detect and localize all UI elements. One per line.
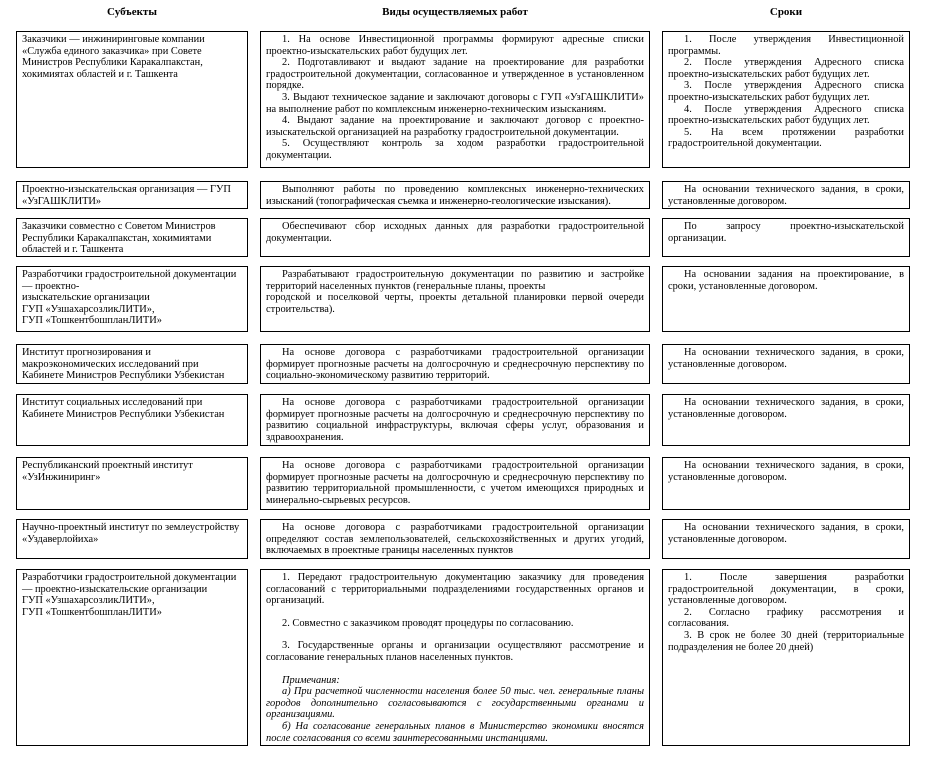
row-1-works-item-5: 5. Осуществляют контроль за ходом разработки градостроительной документации. (266, 138, 644, 161)
row-1-works (260, 31, 650, 168)
row-8-subject-text: Научно-проектный институт по землеустройству «Уздаверлойиха» (22, 522, 240, 545)
row-9-terms-item-2: 2. Согласно графику рассмотрения и согласования. (668, 606, 904, 630)
row-6-subject-text: Институт социальных исследований при Кабинете Министров Республики Узбекистан (22, 397, 225, 420)
row-9-terms (662, 569, 910, 746)
row-5-terms-text: На основании технического задания, в сроки, установленные договором. (668, 347, 904, 370)
row-9-terms-item-1: 1. После завершения разработки градостроительной документации, в сроки, установленные договором. (668, 572, 904, 607)
row-6-terms-text: На основании технического задания, в сроки, установленные договором. (668, 397, 904, 420)
row-7-subject-text: Республиканский проектный институт «УзИнжиниринг» (22, 460, 193, 483)
row-8-subject (16, 519, 248, 559)
row-1-works-item-1: 1. На основе Инвестиционной программы формируют адресные списки проектно-изыскательских работ будущих лет. (266, 34, 644, 57)
row-4-terms-text: На основании задания на проектирование, в сроки, установленные договором. (668, 269, 904, 292)
row-4-subject-line-2: изыскательские организации (22, 292, 150, 304)
row-9-note-b: б) На согласование генеральных планов в Министерство экономики вносятся после согласования со всеми заинтересованными инстанциями. (266, 720, 644, 744)
row-1-subject (16, 31, 248, 168)
row-8-works (260, 519, 650, 559)
row-9-subject-line-2: ГУП «УзшахарсозликЛИТИ», (22, 595, 155, 607)
row-9-subject-line-3: ГУП «ТошкентбошпланЛИТИ» (22, 606, 162, 618)
row-5-works-text: На основе договора с разработчиками градостроительной организации формирует прогнозные расчеты на долгосрочную и среднесрочную перспективу по социально-экономическому развитию территорий. (266, 347, 644, 382)
row-1-terms-item-1: 1. После утверждения Инвестиционной программы. (668, 34, 904, 57)
row-6-subject (16, 394, 248, 446)
row-5-works (260, 344, 650, 384)
row-5-subject-text: Институт прогнозирования и макроэкономических исследований при Кабинете Министров Республики Узбекистан (22, 347, 225, 382)
header-terms: Сроки (769, 6, 803, 18)
row-1-terms-item-4: 4. После утверждения Адресного списка проектно-изыскательских работ будущих лет. (668, 103, 904, 127)
row-1-works-item-3: 3. Выдают техническое задание и заключают договоры с ГУП «УзГАШКЛИТИ» на выполнение работ по комплексным инженерно-техническим изысканиям. (266, 91, 644, 115)
row-9-works-item-1: 1. Передают градостроительную документацию заказчику для проведения согласований с территориальными подразделениями государственных органов и организаций. (266, 572, 644, 607)
row-9-note-a: а) При расчетной численности населения более 50 тыс. чел. генеральные планы городов дополнительно согласовываются с государственными органами и организациями. (266, 686, 644, 721)
row-7-terms-text: На основании технического задания, в сроки, установленные договором. (668, 460, 904, 483)
row-1-subject-text: Заказчики — инжиниринговые компании «Служба единого заказчика» при Совете Министров Республики Каракалпакстан, хокимиятах областей и г. Ташкента (22, 34, 205, 80)
row-3-subject (16, 218, 248, 257)
row-1-terms (662, 31, 910, 168)
row-1-works-item-4: 4. Выдают задание на проектирование и заключают договор с проектно-изыскательской организацией на разработку градостроительной документации. (266, 115, 644, 138)
row-9-notes-title: Примечания: (282, 674, 340, 686)
row-5-subject (16, 344, 248, 384)
row-2-terms (662, 181, 910, 209)
row-5-terms (662, 344, 910, 384)
row-6-works-text: На основе договора с разработчиками градостроительной организации формирует прогнозные расчеты на долгосрочную и среднесрочную перспективу по развитию социальной инфраструктуры, включая сферы услуг, образования и здравоохранения. (266, 397, 644, 443)
row-1-terms-item-5: 5. На всем протяжении разработки градостроительной документации. (668, 126, 904, 150)
row-1-terms-item-3: 3. После утверждения Адресного списка проектно-изыскательских работ будущих лет. (668, 80, 904, 103)
row-3-terms-text: По запросу проектно-изыскательской организации. (668, 221, 904, 244)
row-9-works-item-3: 3. Государственные органы и организации осуществляют рассмотрение и согласование генеральных планов населенных пунктов. (266, 640, 644, 663)
row-7-terms (662, 457, 910, 510)
row-9-works (260, 569, 650, 746)
row-7-works (260, 457, 650, 510)
row-3-works-text: Обеспечивают сбор исходных данных для разработки градостроительной документации. (266, 221, 644, 244)
row-4-subject-line-4: ГУП «ТошкентбошпланЛИТИ» (22, 315, 162, 327)
row-7-subject (16, 457, 248, 510)
row-8-terms (662, 519, 910, 559)
row-9-terms-item-3: 3. В срок не более 30 дней (территориальные подразделения не более 20 дней) (668, 629, 904, 653)
row-3-works (260, 218, 650, 257)
row-4-works (260, 266, 650, 332)
header-works: Виды осуществляемых работ (382, 6, 528, 18)
row-2-terms-text: На основании технического задания, в сроки, установленные договором. (668, 184, 904, 207)
row-1-terms-item-2: 2. После утверждения Адресного списка проектно-изыскательских работ будущих лет. (668, 57, 904, 80)
row-6-works (260, 394, 650, 446)
row-8-terms-text: На основании технического задания, в сроки, установленные договором. (668, 522, 904, 545)
row-9-works-item-2: 2. Совместно с заказчиком проводят процедуры по согласованию. (282, 617, 574, 629)
row-3-subject-text: Заказчики совместно с Советом Министров Республики Каракалпакстан, хокимиятами областей и г. Ташкента (22, 221, 216, 256)
row-2-works-text: Выполняют работы по проведению комплексных инженерно-технических изысканий (топографическая съемка и инженерно-геологические изыскания). (266, 184, 644, 207)
row-4-works-line-2: городской и поселковой черты, проекты детальной планировки первой очереди строительства). (266, 292, 644, 315)
row-9-subject (16, 569, 248, 746)
row-9-subject-line-1: Разработчики градостроительной документации — проектно-изыскательские организации (22, 572, 237, 595)
row-3-terms (662, 218, 910, 257)
row-4-terms (662, 266, 910, 332)
row-2-subject (16, 181, 248, 209)
row-7-works-text: На основе договора с разработчиками градостроительной организации формирует прогнозные расчеты на долгосрочную и среднесрочную перспективу по развитию территориальной промышленности, с учетом имеющихся природных и минерально-сырьевых ресурсов. (266, 460, 644, 506)
row-4-works-line-1: Разрабатывают градостроительную документации по развитию и застройке территорий населенных пунктов (генеральные планы, проекты (266, 269, 644, 292)
row-4-subject (16, 266, 248, 332)
header-subjects: Субъекты (107, 6, 157, 18)
row-4-subject-line-3: ГУП «УзшахарсозликЛИТИ», (22, 303, 155, 315)
row-2-works (260, 181, 650, 209)
row-8-works-text: На основе договора с разработчиками градостроительной организации определяют состав землепользователей, сельскохозяйственных и других угодий, включаемых в проектные границы населенных пунктов (266, 522, 644, 557)
row-6-terms (662, 394, 910, 446)
row-1-works-item-2: 2. Подготавливают и выдают задание на проектирование для разработки градостроительной документации, согласованное и утвержденное в установленном порядке. (266, 57, 644, 92)
row-4-subject-line-1: Разработчики градостроительной документации — проектно- (22, 269, 237, 292)
row-2-subject-text: Проектно-изыскательская организация — ГУП «УзГАШКЛИТИ» (22, 184, 231, 207)
